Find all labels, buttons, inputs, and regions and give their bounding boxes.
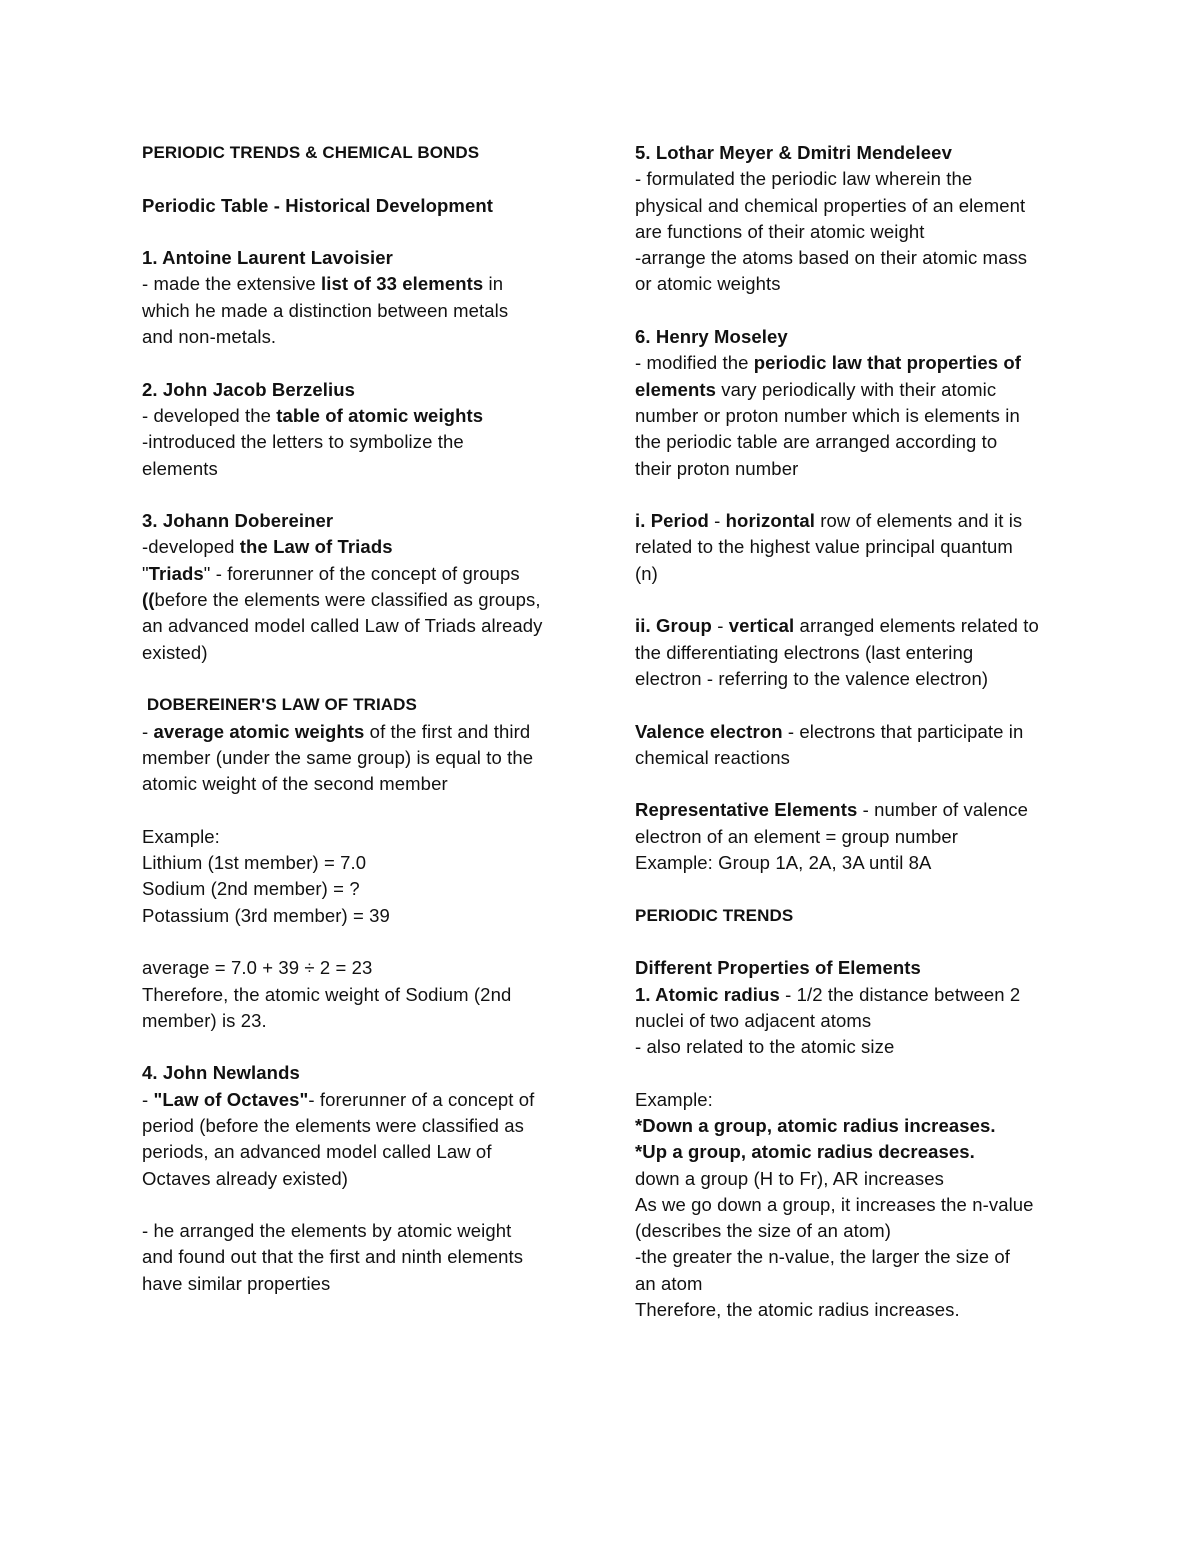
representative-line-2: electron of an element = group number — [635, 825, 959, 847]
dobereiner-heading: 3. Johann Dobereiner — [142, 510, 334, 532]
lavoisier-heading: 1. Antoine Laurent Lavoisier — [142, 247, 393, 269]
meyer-line-4: -arrange the atoms based on their atomic mass — [635, 247, 1028, 269]
moseley-line-1: - modified the periodic law that properties of — [635, 352, 1022, 374]
trend-note-3: (describes the size of an atom) — [635, 1220, 892, 1242]
triads-example-potassium: Potassium (3rd member) = 39 — [142, 904, 390, 926]
trend-note-6: Therefore, the atomic radius increases. — [635, 1299, 960, 1321]
dobereiner-line-2: "Triads" - forerunner of the concept of groups — [142, 562, 520, 584]
triads-therefore-2: member) is 23. — [142, 1009, 267, 1031]
berzelius-line-1: - developed the table of atomic weights — [142, 404, 484, 426]
triads-heading: DOBEREINER'S LAW OF TRIADS — [142, 695, 417, 715]
left-column — [142, 140, 582, 1297]
moseley-line-2: elements vary periodically with their atomic — [635, 378, 997, 400]
newlands-line-2: period (before the elements were classified as — [142, 1114, 524, 1136]
trend-note-5: an atom — [635, 1272, 703, 1294]
atomic-radius-line-2: nuclei of two adjacent atoms — [635, 1009, 872, 1031]
meyer-line-5: or atomic weights — [635, 273, 781, 295]
atomic-radius-example-label: Example: — [635, 1088, 713, 1110]
trend-note-2: As we go down a group, it increases the n-value — [635, 1193, 1034, 1215]
trend-note-4: -the greater the n-value, the larger the size of — [635, 1246, 1011, 1268]
moseley-heading: 6. Henry Moseley — [635, 326, 788, 348]
triads-therefore-1: Therefore, the atomic weight of Sodium (2nd — [142, 983, 512, 1005]
down-group-rule: *Down a group, atomic radius increases. — [635, 1114, 996, 1136]
meyer-mendeleev-heading: 5. Lothar Meyer & Dmitri Mendeleev — [635, 142, 952, 163]
berzelius-heading: 2. John Jacob Berzelius — [142, 378, 356, 400]
newlands-heading: 4. John Newlands — [142, 1062, 300, 1084]
lavoisier-line-1: - made the extensive list of 33 elements in — [142, 273, 504, 295]
dobereiner-line-5: existed) — [142, 641, 208, 663]
triads-line-1: - average atomic weights of the first and third — [142, 720, 531, 742]
newlands-line-1: - "Law of Octaves"- forerunner of a concept of — [142, 1088, 535, 1110]
right-column — [635, 140, 1075, 1323]
properties-subheading: Different Properties of Elements — [635, 957, 921, 979]
period-line-1: i. Period - horizontal row of elements and it is — [635, 510, 1023, 532]
periodic-trends-heading: PERIODIC TRENDS — [635, 905, 794, 925]
moseley-line-5: their proton number — [635, 457, 799, 479]
newlands-more-3: have similar properties — [142, 1272, 331, 1294]
up-group-rule: *Up a group, atomic radius decreases. — [635, 1141, 975, 1163]
moseley-line-3: number or proton number which is elements in — [635, 404, 1020, 426]
lavoisier-line-2: which he made a distinction between metals — [142, 299, 509, 321]
triads-example-lithium: Lithium (1st member) = 7.0 — [142, 852, 367, 874]
newlands-more-1: - he arranged the elements by atomic weight — [142, 1220, 512, 1242]
triads-line-3: atomic weight of the second member — [142, 773, 448, 795]
newlands-more-2: and found out that the first and ninth elements — [142, 1246, 524, 1268]
document-title: PERIODIC TRENDS & CHEMICAL BONDS — [142, 143, 480, 162]
valence-line-2: chemical reactions — [635, 746, 791, 768]
valence-line-1: Valence electron - electrons that participate in — [635, 720, 1024, 742]
period-line-3: (n) — [635, 562, 658, 584]
newlands-line-3: periods, an advanced model called Law of — [142, 1141, 492, 1163]
atomic-radius-line-1: 1. Atomic radius - 1/2 the distance between 2 — [635, 983, 1021, 1005]
meyer-line-2: physical and chemical properties of an element — [635, 194, 1026, 216]
berzelius-line-3: elements — [142, 457, 218, 479]
triads-line-2: member (under the same group) is equal to the — [142, 746, 534, 768]
period-line-2: related to the highest value principal quantum — [635, 536, 1013, 558]
meyer-line-1: - formulated the periodic law wherein the — [635, 168, 973, 190]
meyer-line-3: are functions of their atomic weight — [635, 220, 925, 242]
moseley-line-4: the periodic table are arranged according to — [635, 431, 998, 453]
triads-example-label: Example: — [142, 825, 220, 847]
dobereiner-line-4: an advanced model called Law of Triads already — [142, 615, 543, 637]
berzelius-line-2: -introduced the letters to symbolize the — [142, 431, 464, 453]
triads-average: average = 7.0 + 39 ÷ 2 = 23 — [142, 957, 373, 979]
representative-line-1: Representative Elements - number of valence — [635, 799, 1028, 821]
dobereiner-line-3: ((before the elements were classified as groups, — [142, 589, 541, 611]
lavoisier-line-3: and non-metals. — [142, 326, 277, 348]
newlands-line-4: Octaves already existed) — [142, 1167, 348, 1189]
group-line-3: electron - referring to the valence electron) — [635, 667, 989, 689]
triads-example-sodium: Sodium (2nd member) = ? — [142, 878, 360, 900]
atomic-radius-line-3: - also related to the atomic size — [635, 1036, 895, 1058]
trend-note-1: down a group (H to Fr), AR increases — [635, 1167, 944, 1189]
representative-line-3: Example: Group 1A, 2A, 3A until 8A — [635, 852, 932, 874]
section-subtitle: Periodic Table - Historical Development — [142, 194, 494, 216]
group-line-2: the differentiating electrons (last entering — [635, 641, 974, 663]
dobereiner-line-1: -developed the Law of Triads — [142, 536, 393, 558]
group-line-1: ii. Group - vertical arranged elements related to — [635, 615, 1039, 637]
